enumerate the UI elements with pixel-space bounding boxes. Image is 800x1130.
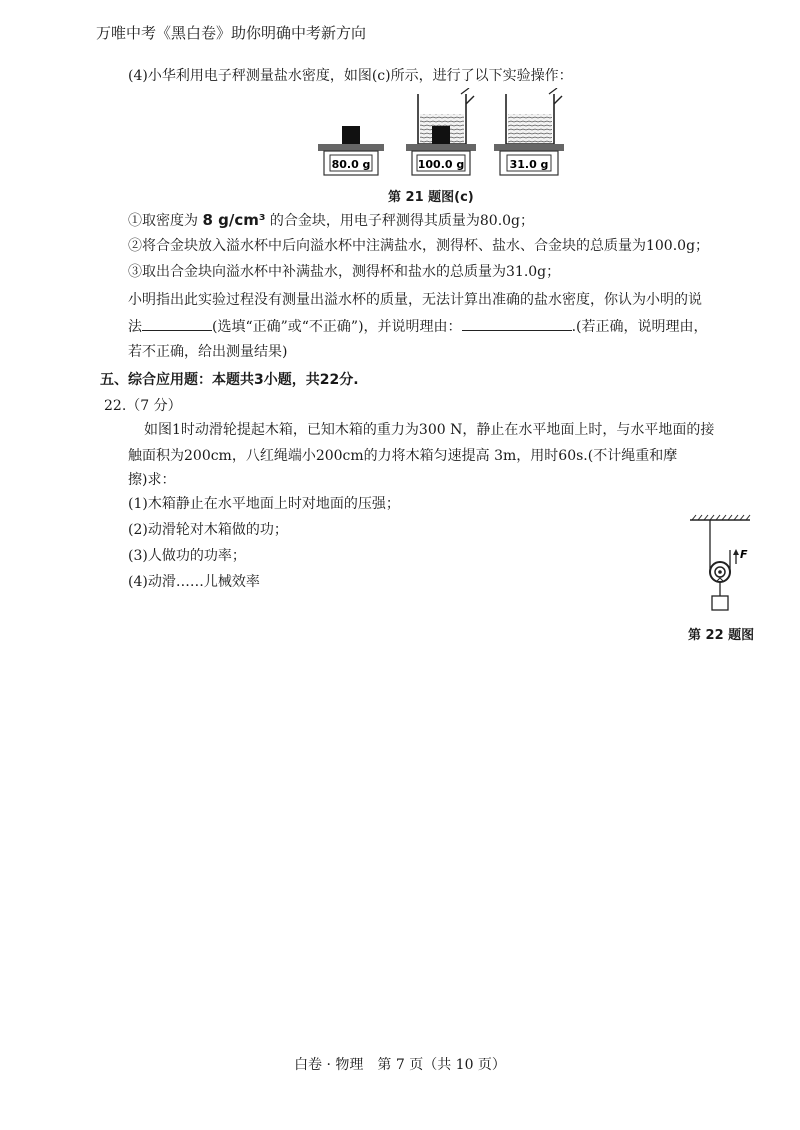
q21-figure-caption: 第 21 题图(c) [388, 190, 474, 205]
q21-step1-prefix: ①取密度为 [128, 213, 198, 229]
q21-paragraph-line3: 若不正确，给出测量结果) [128, 344, 288, 360]
q22-item-2: (2)动滑轮对木箱做的功； [128, 522, 288, 538]
answer-blank-2[interactable] [462, 316, 572, 331]
q21-paragraph-line2 [128, 316, 707, 337]
q22-item-1: (1)木箱静止在水平地面上时对地面的压强； [128, 496, 400, 512]
q21-step1-suffix: 的合金块，用电子秤测得其质量为80.0g； [269, 213, 535, 229]
q21-paragraph-line1: 小明指出此实验过程没有测量出溢水杯的质量，无法计算出准确的盐水密度，你认为小明的说 [128, 292, 702, 308]
section-5-title: 五、综合应用题：本题共3小题，共22分. [100, 372, 359, 388]
page-footer: 白卷 · 物理 第 7 页（共 10 页） [294, 1057, 506, 1073]
page-header: 万唯中考《黑白卷》助你明确中考新方向 [96, 24, 367, 42]
q21-para2-c: .(若正确，说明理由， [571, 319, 708, 335]
q22-number: 22.（7 分） [104, 398, 182, 414]
q22-body-line3: 擦)求： [128, 472, 176, 488]
q21-step1-density: 8 g/cm³ [202, 211, 266, 229]
scale-3 [494, 88, 564, 175]
q21-step2: ②将合金块放入溢水杯中后向溢水杯中注满盐水，测得杯、盐水、合金块的总质量为100.0g； [128, 238, 710, 254]
q22-pulley-figure [686, 512, 756, 624]
q22-item-3: (3)人做功的功率； [128, 548, 246, 564]
alloy-block-in-cup [432, 126, 450, 144]
scale-2-reading: 100.0 g [417, 158, 465, 171]
q21-step1 [128, 210, 534, 231]
q21-step3: ③取出合金块向溢水杯中补满盐水，测得杯和盐水的总质量为31.0g； [128, 264, 561, 280]
q21-para2-b: (选填“正确”或“不正确”)，并说明理由： [212, 319, 462, 335]
q21-intro: (4)小华利用电子秤测量盐水密度，如图(c)所示，进行了以下实验操作： [128, 68, 573, 84]
q22-item-4: (4)动滑……儿械效率 [128, 574, 260, 590]
q21-figure [310, 88, 570, 198]
scale-3-reading: 31.0 g [509, 158, 549, 171]
q21-para2-a: 法 [128, 319, 142, 335]
wooden-box [712, 596, 728, 610]
q22-body-line1: 如图1时动滑轮提起木箱，已知木箱的重力为300 N，静止在水平地面上时，与水平地面的接 [144, 422, 715, 438]
scale-1-reading: 80.0 g [331, 158, 371, 171]
scale-2 [406, 88, 476, 175]
scale-1 [318, 126, 384, 175]
answer-blank-1[interactable] [142, 316, 212, 331]
force-label: F [740, 548, 748, 561]
alloy-block [342, 126, 360, 144]
q22-body-line2: 触面积为200cm，八红绳端小200cm的力将木箱匀速提高 3m，用时60s.(不计绳重和摩 [128, 448, 678, 464]
q22-figure-caption: 第 22 题图 [688, 628, 755, 643]
